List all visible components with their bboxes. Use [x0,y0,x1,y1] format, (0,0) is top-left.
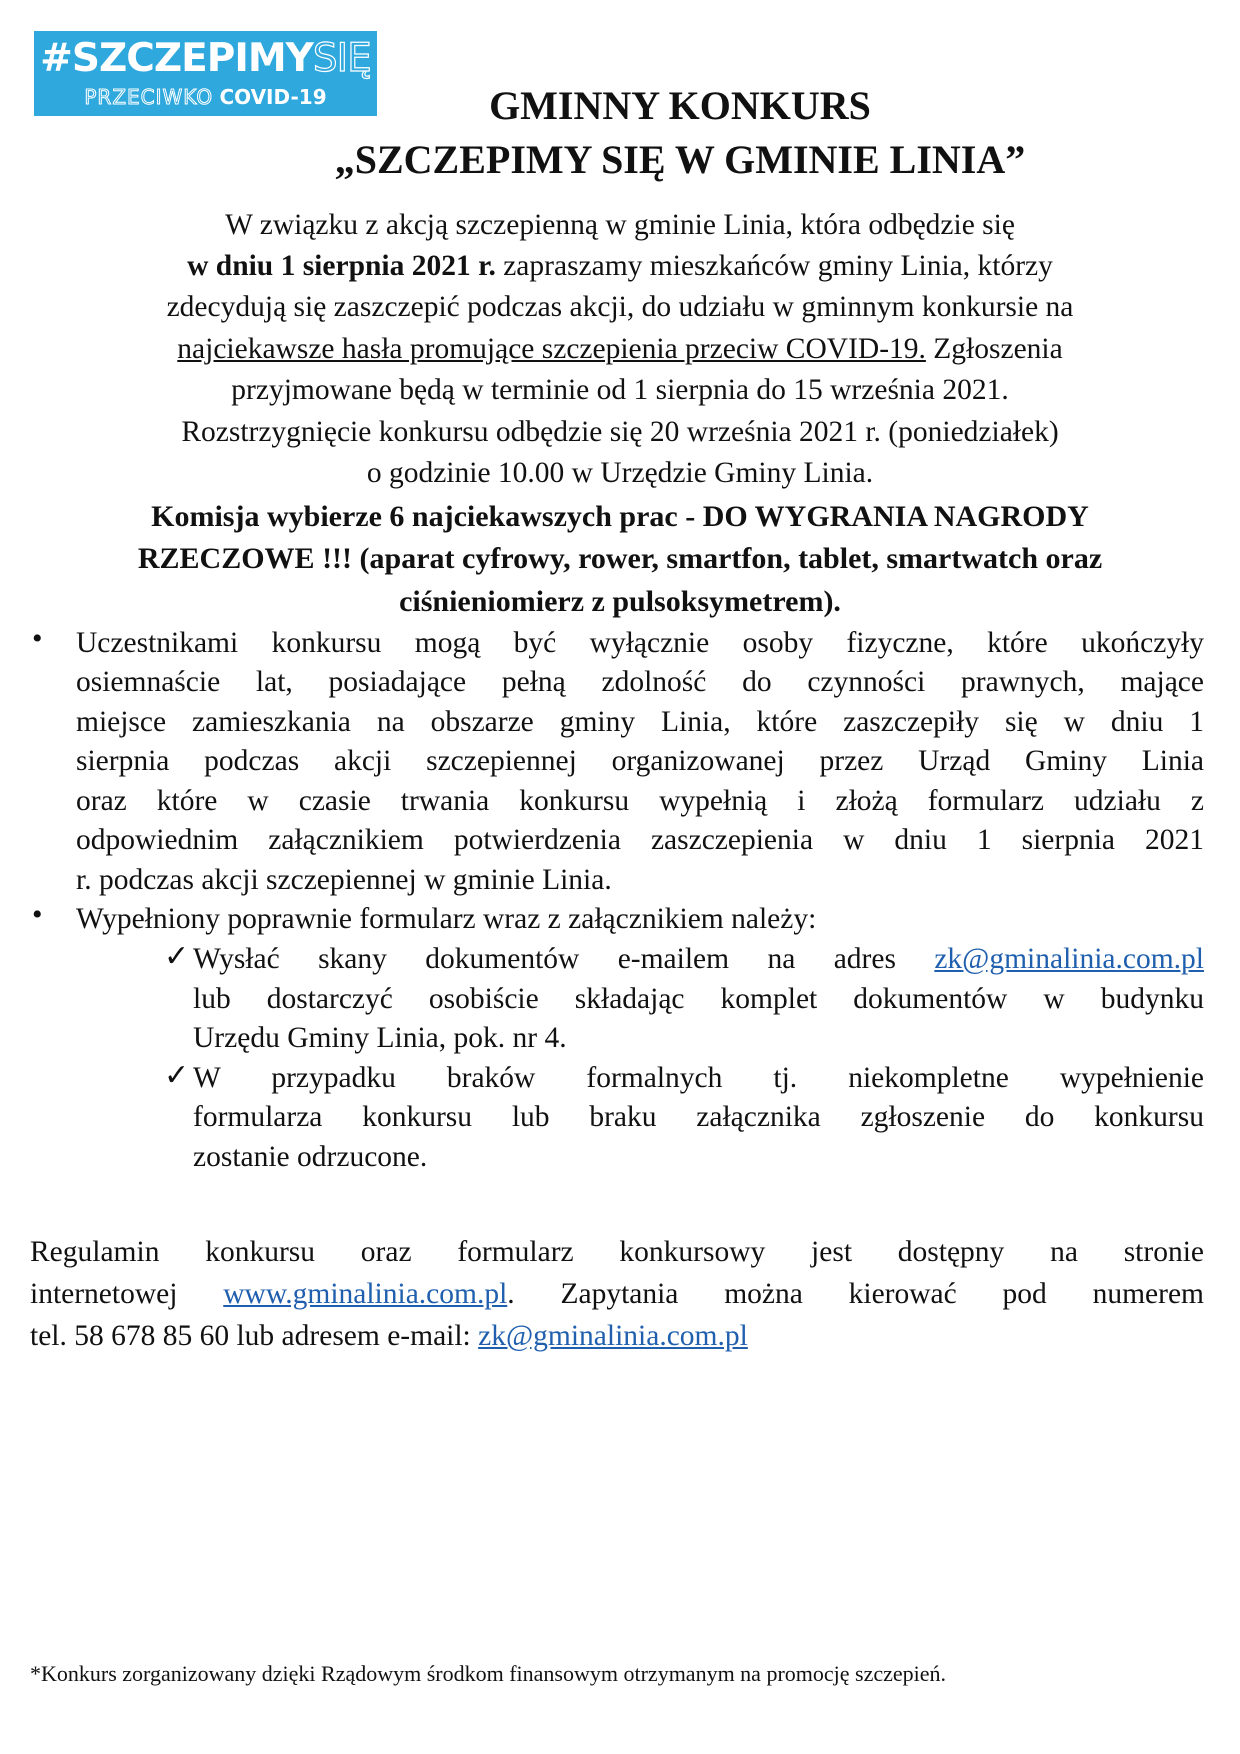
intro-line-5: przyjmowane będą w terminie od 1 sierpnia do 15 września 2021. [231,374,1009,406]
prize-line-3: ciśnieniomierz z pulsoksymetrem). [399,585,841,618]
closing-line-3 [30,1315,1204,1357]
bullet-icon: • [32,898,43,931]
prize-line-2: RZECZOWE !!! (aparat cyfrowy, rower, smartfon, tablet, smartwatch oraz [137,542,1103,575]
intro-line-3: zdecydują się zaszczepić podczas akcji, do udziału w gminnym konkursie na [166,291,1074,323]
check-1-line-2: lub dostarczyć osobiście składając komplet dokumentów w budynku [193,983,1204,1015]
intro-line-2-rest: zapraszamy mieszkańców gminy Linia, którzy [495,250,1053,282]
rules-line-4: sierpnia podczas akcji szczepiennej organizowanej przez Urząd Gminy Linia [76,745,1204,777]
intro-line-7: o godzinie 10.00 w Urzędzie Gminy Linia. [366,457,874,489]
rules-line-2: osiemnaście lat, posiadające pełną zdolność do czynności prawnych, mające [76,666,1204,698]
submission-intro: Wypełniony poprawnie formularz wraz z załącznikiem należy: [76,903,817,935]
check-2-line-3: zostanie odrzucone. [193,1141,428,1173]
footnote: *Konkurs zorganizowany dzięki Rządowym środkom finansowym otrzymanym na promocję szczepień. [30,1661,947,1686]
check-1-line-1 [193,940,1204,980]
intro-line-2 [40,246,1200,287]
check-1-text: Wysłać skany dokumentów e-mailem na adres [193,943,935,975]
logo-hashtag-outline: SIĘ [312,36,371,81]
intro-line-6: Rozstrzygnięcie konkursu odbędzie się 20 września 2021 r. (poniedziałek) [181,416,1059,448]
check-2-line-2: formularza konkursu lub braku załącznika zgłoszenie do konkursu [193,1101,1204,1133]
closing-line-1: Regulamin konkursu oraz formularz konkursowy jest dostępny na stronie [30,1236,1204,1268]
intro-line-1: W związku z akcją szczepienną w gminie Linia, która odbędzie się [225,209,1015,241]
logo-hashtag [34,37,377,81]
page-title-line-1: GMINNY KONKURS [489,83,871,128]
intro-line-4 [40,329,1200,370]
logo-sub-outline: PRZECIWKO [84,85,214,109]
check-1-line-3: Urzędu Gminy Linia, pok. nr 4. [193,1022,567,1054]
email-link[interactable]: zk@gminalinia.com.pl [934,943,1204,975]
intro-line-4-rest: Zgłoszenia [925,333,1063,365]
rules-line-5: oraz które w czasie trwania konkursu wypełnią i złożą formularz udziału z [76,785,1204,817]
closing-line-2-post: . Zapytania można kierować pod numerem [507,1278,1204,1310]
event-date: w dniu 1 sierpnia 2021 r. [187,250,496,282]
contact-phone: tel. 58 678 85 60 lub adresem e-mail: [30,1320,479,1352]
closing-line-2-pre: internetowej [30,1278,224,1310]
website-link[interactable]: www.gminalinia.com.pl [223,1278,508,1310]
rules-line-6: odpowiednim załącznikiem potwierdzenia zaszczepienia w dniu 1 sierpnia 2021 [76,824,1204,856]
contest-topic: najciekawsze hasła promujące szczepienia przeciw COVID-19. [177,333,926,365]
rules-line-1: Uczestnikami konkursu mogą być wyłącznie osoby fizyczne, które ukończyły [76,627,1204,659]
checkmark-icon: ✓ [164,940,190,973]
closing-line-2 [30,1273,1204,1315]
rules-line-7: r. podczas akcji szczepiennej w gminie Linia. [76,864,612,896]
rules-line-3: miejsce zamieszkania na obszarze gminy Linia, które zaszczepiły się w dniu 1 [76,706,1204,738]
checkmark-icon: ✓ [164,1059,190,1092]
prize-line-1: Komisja wybierze 6 najciekawszych prac - DO WYGRANIA NAGRODY [151,500,1089,533]
bullet-icon: • [32,622,43,655]
check-2-line-1: W przypadku braków formalnych tj. niekompletne wypełnienie [193,1062,1204,1094]
contact-email-link[interactable]: zk@gminalinia.com.pl [478,1320,748,1352]
page-title-line-2: „SZCZEPIMY SIĘ W GMINIE LINIA” [334,137,1026,182]
logo-sub-bold: COVID-19 [219,85,327,109]
logo-hashtag-bold: #SZCZEPIMY [40,36,313,81]
